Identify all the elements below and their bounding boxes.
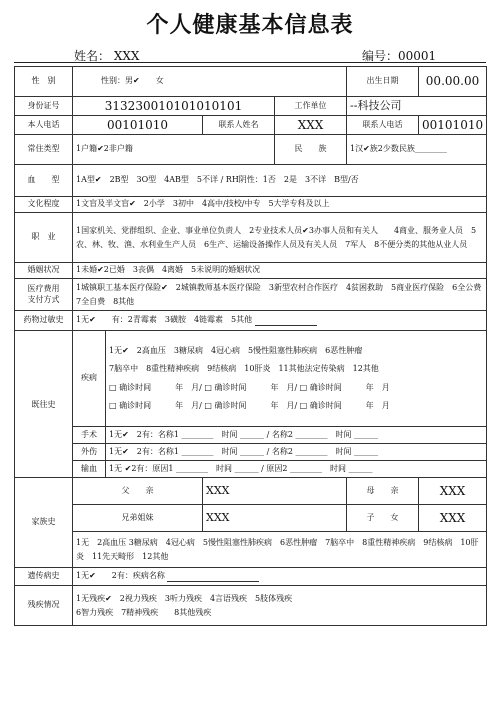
marriage-value[interactable]: 1未婚✔2已婚 3丧偶 4离婚 5未说明的婚姻状况	[73, 263, 487, 279]
row-id	[15, 97, 487, 116]
gender-label: 性 别	[15, 67, 73, 97]
children-label: 子 女	[347, 505, 419, 532]
ethnic-value[interactable]: 1汉✔族2少数民族________	[347, 135, 487, 165]
ethnic-label: 民 族	[275, 135, 347, 165]
row-history-disease	[15, 331, 487, 427]
genetic-blank	[167, 573, 259, 582]
mother-label: 母 亲	[347, 478, 419, 505]
row-trauma	[15, 444, 487, 461]
contact-name-value[interactable]: XXX	[275, 116, 347, 135]
row-allergy	[15, 311, 487, 331]
genetic-field[interactable]	[73, 568, 487, 586]
disease-options-2: 7脑卒中 8重性精神疾病 9结核病 10肝炎 11其他法定传染病 12其他	[109, 364, 379, 374]
history-label: 既往史	[15, 331, 73, 478]
row-phone	[15, 116, 487, 135]
allergy-value: 1无✔ 有：2青霉素 3磺胺 4链霉素 5其他	[76, 315, 253, 325]
sibling-label: 兄弟姐妹	[73, 505, 203, 532]
row-marriage	[15, 263, 487, 279]
disability-options-1: 1无残疾✔ 2视力残疾 3听力残疾 4言语残疾 5肢体残疾	[76, 593, 293, 603]
surgery-label: 手术	[73, 427, 106, 444]
sibling-value[interactable]: XXX	[203, 505, 347, 532]
father-value[interactable]: XXX	[203, 478, 347, 505]
education-value[interactable]: 1文盲及半文盲✔ 2小学 3初中 4高中/技校/中专 5大学专科及以上	[73, 197, 487, 213]
allergy-blank	[255, 317, 317, 326]
blood-value[interactable]: 1A型✔ 2B型 3O型 4AB型 5不详 / RH阴性：1否 2是 3不详 B型/否	[73, 165, 487, 197]
residence-label: 常住类型	[15, 135, 73, 165]
genetic-label: 遗传病史	[15, 568, 73, 586]
row-gender	[15, 67, 487, 97]
children-value[interactable]: XXX	[419, 505, 487, 532]
disease-field[interactable]	[106, 331, 487, 427]
payment-value[interactable]: 1城镇职工基本医疗保险✔ 2城镇教师基本医疗保险 3新型农村合作医疗 4贫困救助 5商业医疗保险 6全公费 7全自费 8其他	[73, 279, 487, 311]
phone-value[interactable]: 00101010	[73, 116, 203, 135]
row-genetic	[15, 568, 487, 586]
row-surgery	[15, 427, 487, 444]
header-name: 姓名： XXX	[74, 49, 140, 63]
row-payment	[15, 279, 487, 311]
row-disability	[15, 586, 487, 626]
education-label: 文化程度	[15, 197, 73, 213]
health-info-table	[14, 66, 490, 626]
trauma-value[interactable]: 1无✔ 2有：名称1 ________ 时间 ______ / 名称2 ________ 时间 ______	[106, 444, 487, 461]
disease-options-1: 1无✔ 2高血压 3糖尿病 4冠心病 5慢性阻塞性肺疾病 6恶性肿瘤	[109, 346, 363, 356]
job-label: 职 业	[15, 213, 73, 263]
blood-label: 血 型	[15, 165, 73, 197]
row-residence	[15, 135, 487, 165]
row-transfusion	[15, 461, 487, 478]
marriage-label: 婚姻状况	[15, 263, 73, 279]
allergy-field[interactable]	[73, 311, 487, 331]
residence-value[interactable]: 1户籍✔2非户籍	[73, 135, 275, 165]
page-title: 个人健康基本信息表	[146, 12, 354, 38]
header-divider	[14, 62, 486, 63]
payment-label	[15, 279, 73, 311]
disability-options-2: 6智力残疾 7精神残疾 8其他残疾	[76, 607, 212, 617]
disease-confirm-1[interactable]: □ 确诊时间 年 月/ □ 确诊时间 年 月/ □ 确诊时间 年 月	[109, 382, 390, 392]
disability-label: 残疾情况	[15, 586, 73, 626]
row-family-siblings	[15, 505, 487, 532]
contact-phone-value[interactable]: 00101010	[419, 116, 487, 135]
work-value[interactable]: --科技公司	[347, 97, 487, 116]
disease-label: 疾病	[73, 331, 106, 427]
payment-label-line-2: 支付方式	[27, 294, 60, 304]
transfusion-label: 输血	[73, 461, 106, 478]
contact-phone-label: 联系人电话	[347, 116, 419, 135]
gender-value[interactable]: 性别：男✔ 女	[73, 67, 347, 97]
row-family-options	[15, 532, 487, 568]
birth-value[interactable]: 00.00.00	[419, 67, 487, 97]
header-number: 编号：00001	[362, 49, 437, 63]
transfusion-value[interactable]: 1无 ✔2有：原因1 ________ 时间 ______ / 原因2 ________ 时间 ______	[106, 461, 487, 478]
father-label: 父 亲	[73, 478, 203, 505]
id-value[interactable]: 313230010101010101	[73, 97, 275, 116]
birth-label: 出生日期	[347, 67, 419, 97]
disease-confirm-2[interactable]: □ 确诊时间 年 月/ □ 确诊时间 年 月/ □ 确诊时间 年 月	[109, 401, 390, 411]
row-blood	[15, 165, 487, 197]
mother-value[interactable]: XXX	[419, 478, 487, 505]
row-family-parents	[15, 478, 487, 505]
phone-label: 本人电话	[15, 116, 73, 135]
payment-label-line-1: 医疗费用	[27, 284, 60, 294]
surgery-value[interactable]: 1无✔ 2有：名称1 ________ 时间 ______ / 名称2 ________ 时间 ______	[106, 427, 487, 444]
family-label: 家族史	[15, 478, 73, 568]
job-value[interactable]: 1国家机关、党群组织、企业、事业单位负责人 2专业技术人员✔3办事人员和有关人 4商业、服务业人员 5农、林、牧、渔、水利业生产人员 6生产、运输设备操作人员及有关人员 7军人 8不便分类的其他从业人员	[73, 213, 487, 263]
allergy-label: 药物过敏史	[15, 311, 73, 331]
family-options[interactable]: 1无 2高血压 3糖尿病 4冠心病 5慢性阻塞性肺疾病 6恶性肿瘤 7脑卒中 8重性精神疾病 9结核病 10肝炎 11先天畸形 12其他	[73, 532, 487, 568]
row-education	[15, 197, 487, 213]
id-label: 身份证号	[15, 97, 73, 116]
contact-name-label: 联系人姓名	[203, 116, 275, 135]
trauma-label: 外伤	[73, 444, 106, 461]
disability-field[interactable]	[73, 586, 487, 626]
work-label: 工作单位	[275, 97, 347, 116]
genetic-value: 1无✔ 2有：疾病名称	[76, 571, 165, 581]
row-job	[15, 213, 487, 263]
